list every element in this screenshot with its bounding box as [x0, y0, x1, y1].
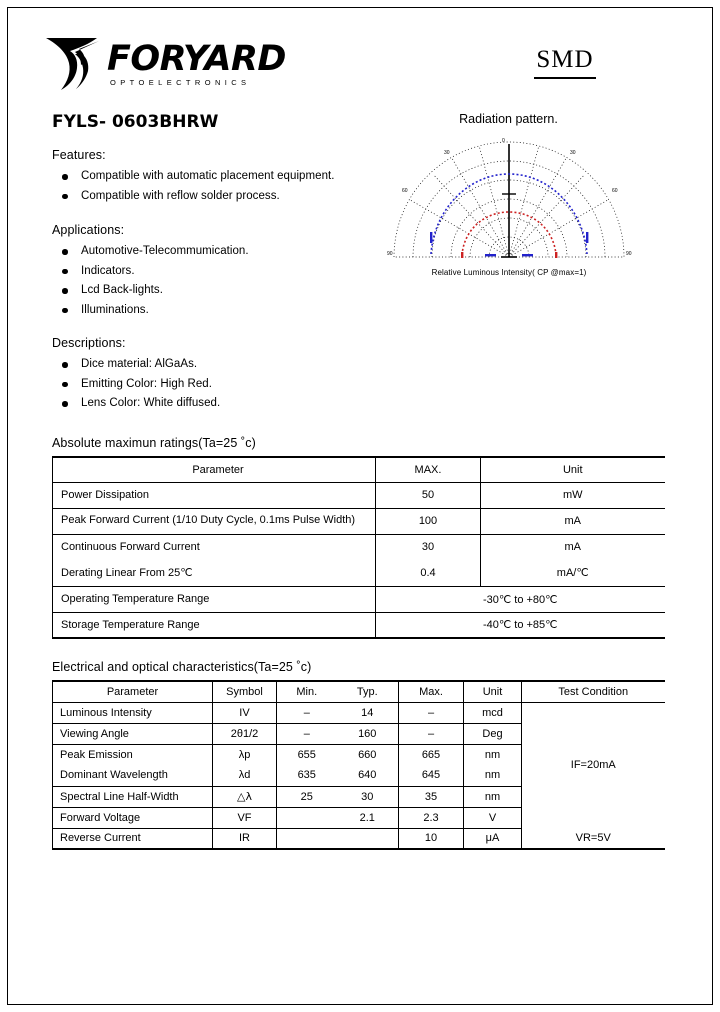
row-parameter: Continuous Forward Current: [53, 534, 376, 560]
row-max: 0.4: [376, 560, 481, 586]
bullet-icon: [62, 269, 68, 275]
features-list: [52, 167, 372, 206]
spacer: [52, 206, 372, 223]
list-item-label: Emitting Color: High Red.: [81, 377, 212, 390]
page-header: [45, 32, 675, 94]
table-row: [53, 508, 665, 534]
logo-text: [107, 41, 286, 87]
row-unit: mW: [481, 482, 665, 508]
foryard-bird-icon: [45, 32, 103, 92]
table-header-row: [53, 681, 665, 702]
row-parameter-text: [61, 512, 376, 528]
company-logo: [45, 32, 286, 92]
list-item-label: Dice material: AlGaAs.: [81, 358, 198, 370]
table-row: [53, 702, 665, 723]
list-item: [52, 167, 372, 187]
row-typ: 660: [337, 744, 399, 765]
descriptions-title: Descriptions:: [52, 336, 126, 350]
row-parameter: Operating Temperature Range: [53, 586, 376, 612]
row-symbol: IR: [213, 828, 277, 849]
radiation-pattern-title: Radiation pattern.: [459, 112, 558, 126]
bullet-icon: [62, 288, 68, 294]
row-max: 30: [376, 534, 481, 560]
absolute-max-ratings-table: [52, 456, 665, 639]
table-row: [53, 586, 665, 612]
list-item-label: Compatible with automatic placement equipment.: [81, 170, 335, 182]
row-parameter: Storage Temperature Range: [53, 612, 376, 638]
absolute-max-ratings-heading: Absolute maximun ratings(Ta=25 ˚c): [52, 436, 256, 450]
list-item: [52, 187, 372, 207]
bullet-icon: [62, 249, 68, 255]
row-min: [277, 828, 337, 849]
row-symbol: IV: [213, 702, 277, 723]
row-max: 645: [399, 765, 464, 786]
list-item-label: Automotive-Telecommumication.: [81, 245, 249, 257]
list-item-label: Lcd Back-lights.: [81, 284, 163, 296]
list-item-label: Indicators.: [81, 264, 135, 277]
row-symbol: 2θ1/2: [213, 723, 277, 744]
svg-text:0: 0: [502, 138, 505, 144]
col-header-unit: Unit: [481, 457, 665, 482]
row-max: –: [399, 723, 464, 744]
absolute-max-ratings-section: [52, 436, 664, 639]
list-item: [52, 301, 372, 321]
row-parameter: Luminous Intensity: [53, 702, 213, 723]
row-typ: [337, 828, 399, 849]
col-header-min: Min.: [277, 681, 337, 702]
table-row: [53, 482, 665, 508]
col-header-parameter: Parameter: [53, 457, 376, 482]
col-header-test-condition: Test Condition: [522, 681, 665, 702]
list-item-label: Compatible with reflow solder process.: [81, 189, 280, 202]
row-unit: mA/℃: [481, 560, 665, 586]
list-item: [52, 355, 372, 375]
bullet-icon: [62, 308, 68, 314]
row-parameter-line1: Peak Forward Current (1/10 Duty Cycle, 0.1ms Pulse: [61, 513, 321, 526]
logo-company-name: FORYARD: [107, 39, 286, 79]
row-parameter: Peak Emission: [53, 744, 213, 765]
row-typ: 640: [337, 765, 399, 786]
row-spanned-value: -30℃ to +80℃: [376, 586, 665, 612]
spacer: [52, 320, 372, 336]
bullet-icon: [62, 382, 68, 388]
row-test-condition: IF=20mA: [570, 759, 616, 772]
row-typ: 2.1: [337, 807, 399, 828]
features-title: Features:: [52, 148, 106, 162]
list-item-label: Illuminations.: [81, 303, 149, 316]
row-min: [277, 807, 337, 828]
row-typ: 160: [337, 723, 399, 744]
row-max: 100: [376, 508, 481, 534]
row-min: –: [277, 702, 337, 723]
row-unit: mA: [481, 508, 665, 534]
radiation-pattern-figure: [376, 112, 676, 277]
row-min: 655: [297, 748, 316, 761]
row-symbol: λp: [213, 744, 277, 765]
row-symbol: λd: [213, 765, 277, 786]
row-min: 635: [277, 765, 337, 786]
left-column: [52, 112, 372, 414]
list-item: [52, 394, 372, 414]
row-unit: nm: [464, 786, 522, 807]
table-header-row: [53, 457, 665, 482]
electrical-characteristics-table: [52, 680, 665, 850]
row-symbol: △λ: [213, 786, 277, 807]
row-parameter: Power Dissipation: [53, 482, 376, 508]
row-parameter: Derating Linear From 25℃: [53, 560, 376, 586]
row-max: 10: [399, 828, 464, 849]
row-parameter: [53, 508, 376, 534]
row-min: –: [277, 723, 337, 744]
row-parameter: Reverse Current: [53, 828, 213, 849]
col-header-symbol: Symbol: [213, 681, 277, 702]
electrical-characteristics-section: [52, 660, 664, 850]
svg-text:30: 30: [444, 150, 450, 156]
row-spanned-value: -40℃ to +85℃: [376, 612, 665, 638]
row-unit: mcd: [464, 702, 522, 723]
row-unit: V: [464, 807, 522, 828]
svg-text:60: 60: [402, 188, 408, 194]
row-min: 25: [277, 786, 337, 807]
row-max: 2.3: [399, 807, 464, 828]
table-row: [53, 828, 665, 849]
bullet-icon: [62, 174, 68, 180]
smd-label: SMD: [534, 46, 595, 79]
list-item: [52, 242, 372, 262]
row-test-condition: VR=5V: [522, 828, 665, 849]
row-unit: mA: [564, 541, 581, 554]
col-header-typ: Typ.: [337, 681, 399, 702]
smd-badge: [495, 46, 635, 79]
table-row: [53, 560, 665, 586]
applications-list: [52, 242, 372, 320]
svg-text:90: 90: [387, 251, 393, 257]
row-parameter: Viewing Angle: [53, 723, 213, 744]
row-parameter: Spectral Line Half-Width: [53, 786, 213, 807]
bullet-icon: [62, 401, 68, 407]
row-max: 665: [399, 744, 464, 765]
col-header-unit: Unit: [464, 681, 522, 702]
row-unit: μA: [464, 828, 522, 849]
row-typ: 14: [337, 702, 399, 723]
svg-text:90: 90: [626, 251, 632, 257]
col-header-parameter: Parameter: [53, 681, 213, 702]
col-header-max: MAX.: [376, 457, 481, 482]
row-unit: nm: [464, 765, 522, 786]
row-parameter-line2-clipped: Width): [323, 513, 356, 526]
bullet-icon: [62, 194, 68, 200]
row-max: 50: [376, 482, 481, 508]
table-row: [53, 612, 665, 638]
logo-tagline: OPTOELECTRONICS: [110, 78, 251, 87]
row-max: 35: [399, 786, 464, 807]
list-item: [52, 262, 372, 282]
applications-title: Applications:: [52, 223, 125, 237]
bullet-icon: [62, 362, 68, 368]
descriptions-list: [52, 355, 372, 414]
row-typ: 30: [337, 786, 399, 807]
electrical-characteristics-heading: Electrical and optical characteristics(Ta=25 ˚c): [52, 660, 312, 674]
row-unit: Deg: [464, 723, 522, 744]
table-row: [53, 534, 665, 560]
row-unit: nm: [464, 744, 522, 765]
radiation-polar-plot: [384, 132, 634, 267]
row-max: –: [399, 702, 464, 723]
row-symbol: VF: [213, 807, 277, 828]
list-item-label: Lens Color: White diffused.: [81, 397, 221, 409]
list-item: [52, 281, 372, 301]
radiation-pattern-caption: Relative Luminous Intensity( CP @max=1): [431, 268, 587, 277]
row-parameter: Dominant Wavelength: [53, 765, 213, 786]
row-parameter: Forward Voltage: [53, 807, 213, 828]
part-number: FYLS- 0603BHRW: [52, 112, 219, 132]
list-item: [52, 375, 372, 395]
col-header-max: Max.: [399, 681, 464, 702]
svg-text:30: 30: [570, 150, 576, 156]
svg-text:60: 60: [612, 188, 618, 194]
